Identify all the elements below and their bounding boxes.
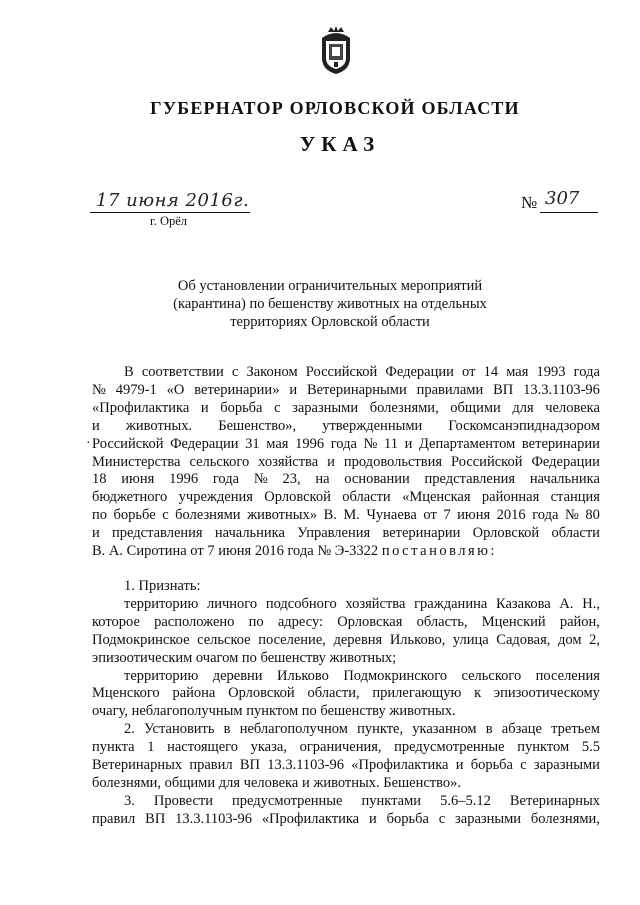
preamble-line: Министерства сельского хозяйства и продовольствия Российской Федерации	[92, 453, 600, 470]
decree-item-line: 2. Установить в неблагополучном пункте, указанном в абзаце третьем	[124, 721, 600, 738]
subject-line: территориях Орловской области	[230, 314, 430, 330]
preamble-line: и представления начальника Управления ветеринарии Орловской области	[92, 525, 600, 542]
decree-item-line: пункта 1 настоящего указа, ограничения, предусмотренные пунктом 5.5	[92, 739, 600, 756]
decree-word: постановляю:	[381, 543, 497, 560]
decree-body	[92, 364, 600, 829]
number-label: №	[521, 193, 538, 212]
decree-item-line: болезнями, общими для человека и животных. Бешенство».	[92, 774, 462, 791]
coat-of-arms-emblem	[316, 24, 356, 76]
city-label: г. Орёл	[150, 214, 188, 228]
decree-item-line: которое расположено по адресу: Орловская область, Мценский район,	[92, 613, 600, 630]
handwritten-number: 307	[545, 188, 580, 209]
preamble-paragraph	[92, 364, 600, 561]
subject-line: (карантина) по бешенству животных на отдельных	[173, 296, 487, 312]
margin-mark: ·	[86, 436, 91, 451]
decree-item-line: эпизоотическим очагом по бешенству животных;	[92, 649, 397, 666]
decree-items	[92, 578, 600, 829]
preamble-line: Российской Федерации 31 мая 1996 года № 11 и Департаментом ветеринарии	[92, 435, 600, 452]
decree-item-line: правил ВП 13.3.1103-96 «Профилактика и борьба с заразными болезнями,	[92, 810, 600, 827]
decree-item-line: Мценского района Орловской области, прилегающую к эпизоотическому	[92, 685, 600, 702]
preamble-line: В. А. Сиротина от 7 июня 2016 года № Э-3322 постановляю:	[92, 543, 497, 560]
preamble-line: «Профилактика и борьба с заразными болезнями, общими для человека	[92, 399, 600, 416]
decree-item-line: очагу, неблагополучным пунктом по бешенству животных.	[92, 703, 456, 720]
decree-subject	[120, 277, 540, 331]
governor-title: ГУБЕРНАТОР ОРЛОВСКОЙ ОБЛАСТИ	[150, 98, 520, 118]
subject-line: Об установлении ограничительных мероприятий	[177, 278, 483, 294]
preamble-line: по борьбе с болезнями животных» В. М. Чунаева от 7 июня 2016 года № 80	[92, 507, 600, 524]
preamble-line: № 4979-1 «О ветеринарии» и Ветеринарными правилами ВП 13.3.1103-96	[92, 381, 600, 398]
preamble-line: 18 июня 1996 года № 23, на основании представления начальника	[92, 471, 600, 488]
preamble-line: и животных. Бешенство», утвержденными Госкомсанэпиднадзором	[92, 417, 600, 434]
decree-item-line: Подмокринское сельское поселение, деревня Ильково, улица Садовая, дом 2,	[92, 631, 600, 648]
decree-item-line: территорию личного подсобного хозяйства гражданина Казакова А. Н.,	[124, 595, 600, 612]
preamble-line: В соответствии с Законом Российской Федерации от 14 мая 1993 года	[124, 364, 600, 380]
preamble-line: бюджетного учреждения Орловской области «Мценская районная станция	[92, 489, 600, 506]
document-type: УКАЗ	[299, 132, 381, 156]
decree-item-line: 1. Признать:	[124, 577, 201, 594]
decree-item-line: 3. Провести предусмотренные пунктами 5.6–5.12 Ветеринарных	[124, 792, 600, 809]
decree-item-line: Ветеринарных правил ВП 13.3.1103-96 «Профилактика и борьба с заразными	[92, 757, 600, 774]
decree-item-line: территорию деревни Ильково Подмокринского сельского поселения	[124, 667, 600, 684]
handwritten-date: 17 июня 2016г.	[96, 190, 250, 211]
